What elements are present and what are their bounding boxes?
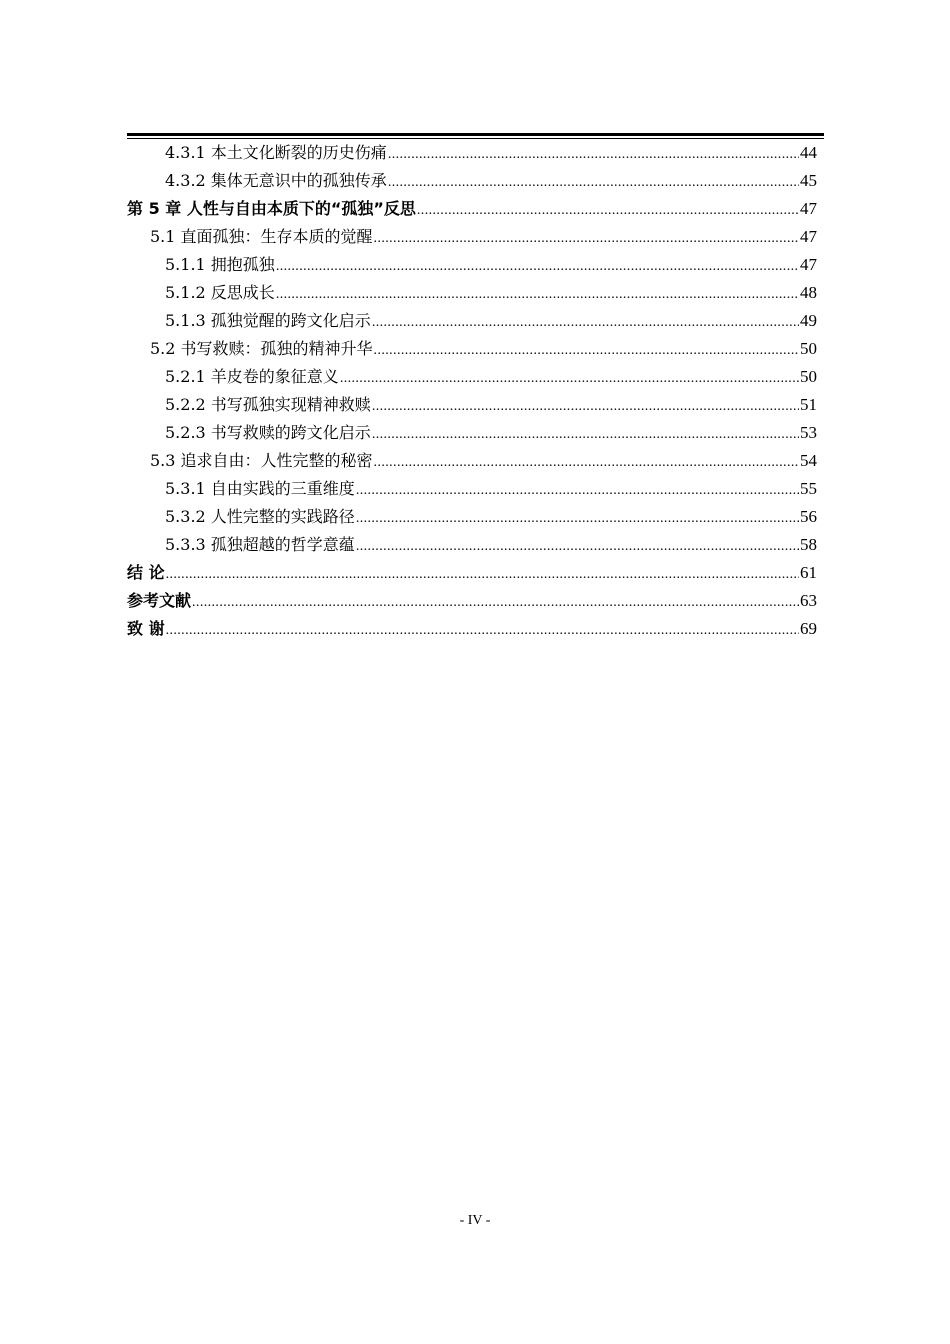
toc-entry-title: 5.1.3 孤独觉醒的跨文化启示	[165, 311, 371, 330]
toc-entry-page: 56	[800, 507, 817, 526]
toc-entry-title: 参考文献	[127, 591, 192, 610]
toc-entry-title: 5.2.1 羊皮卷的象征意义	[165, 367, 339, 386]
table-of-contents	[127, 139, 817, 643]
toc-entry-page: 63	[800, 591, 817, 610]
toc-entry-title: 第 5 章 人性与自由本质下的“孤独”反思	[127, 199, 416, 218]
toc-entry-page: 48	[800, 283, 817, 302]
toc-entry-acknowledgements[interactable]	[127, 615, 817, 643]
toc-leader-dots	[374, 223, 799, 253]
toc-leader-dots	[340, 363, 799, 393]
toc-entry-page: 50	[800, 339, 817, 358]
toc-entry-page: 47	[800, 199, 817, 218]
toc-entry-conclusion[interactable]	[127, 559, 817, 587]
toc-entry-page: 45	[800, 171, 817, 190]
toc-leader-dots	[276, 279, 799, 309]
toc-leader-dots	[372, 391, 799, 421]
toc-entry-5-3-1[interactable]	[127, 475, 817, 503]
toc-entry-page: 50	[800, 367, 817, 386]
toc-entry-page: 69	[800, 619, 817, 638]
toc-entry-5-3-2[interactable]	[127, 503, 817, 531]
toc-leader-dots	[417, 195, 799, 225]
toc-entry-page: 55	[800, 479, 817, 498]
toc-entry-title: 5.2 书写救赎：孤独的精神升华	[150, 339, 373, 358]
toc-entry-5-1[interactable]	[127, 223, 817, 251]
toc-entry-5-2[interactable]	[127, 335, 817, 363]
toc-entry-4-3-2[interactable]	[127, 167, 817, 195]
toc-entry-title: 4.3.1 本土文化断裂的历史伤痛	[165, 143, 387, 162]
toc-entry-4-3-1[interactable]	[127, 139, 817, 167]
toc-entry-5-2-2[interactable]	[127, 391, 817, 419]
toc-leader-dots	[388, 167, 799, 197]
toc-leader-dots	[166, 615, 799, 645]
toc-entry-title: 5.3.3 孤独超越的哲学意蕴	[165, 535, 355, 554]
toc-leader-dots	[192, 587, 799, 617]
toc-leader-dots	[356, 475, 799, 505]
toc-entry-page: 54	[800, 451, 817, 470]
header-rule-thick	[127, 133, 824, 136]
toc-leader-dots	[276, 251, 799, 281]
toc-leader-dots	[372, 307, 799, 337]
toc-entry-title: 结 论	[127, 563, 165, 582]
toc-entry-page: 47	[800, 255, 817, 274]
toc-leader-dots	[356, 503, 799, 533]
toc-leader-dots	[356, 531, 799, 561]
toc-entry-page: 61	[800, 563, 817, 582]
toc-leader-dots	[374, 447, 799, 477]
toc-entry-page: 47	[800, 227, 817, 246]
toc-entry-page: 53	[800, 423, 817, 442]
toc-entry-page: 44	[800, 143, 817, 162]
page-number-footer: - IV -	[459, 1213, 491, 1228]
toc-entry-page: 49	[800, 311, 817, 330]
toc-entry-references[interactable]	[127, 587, 817, 615]
toc-entry-5-2-3[interactable]	[127, 419, 817, 447]
toc-entry-title: 5.1.2 反思成长	[165, 283, 275, 302]
toc-entry-title: 致 谢	[127, 619, 165, 638]
toc-entry-title: 5.3.1 自由实践的三重维度	[165, 479, 355, 498]
toc-entry-5-3[interactable]	[127, 447, 817, 475]
toc-leader-dots	[372, 419, 799, 449]
toc-entry-title: 5.1 直面孤独：生存本质的觉醒	[150, 227, 373, 246]
toc-entry-5-1-3[interactable]	[127, 307, 817, 335]
toc-entry-5-1-1[interactable]	[127, 251, 817, 279]
toc-entry-5-1-2[interactable]	[127, 279, 817, 307]
toc-entry-page: 51	[800, 395, 817, 414]
toc-entry-chapter-5[interactable]	[127, 195, 817, 223]
toc-entry-title: 5.3 追求自由：人性完整的秘密	[150, 451, 373, 470]
toc-entry-title: 5.1.1 拥抱孤独	[165, 255, 275, 274]
toc-entry-title: 5.3.2 人性完整的实践路径	[165, 507, 355, 526]
toc-entry-title: 4.3.2 集体无意识中的孤独传承	[165, 171, 387, 190]
toc-leader-dots	[388, 139, 799, 169]
toc-entry-title: 5.2.2 书写孤独实现精神救赎	[165, 395, 371, 414]
toc-entry-5-3-3[interactable]	[127, 531, 817, 559]
toc-entry-5-2-1[interactable]	[127, 363, 817, 391]
toc-leader-dots	[374, 335, 799, 365]
toc-entry-title: 5.2.3 书写救赎的跨文化启示	[165, 423, 371, 442]
toc-entry-page: 58	[800, 535, 817, 554]
toc-leader-dots	[166, 559, 799, 589]
